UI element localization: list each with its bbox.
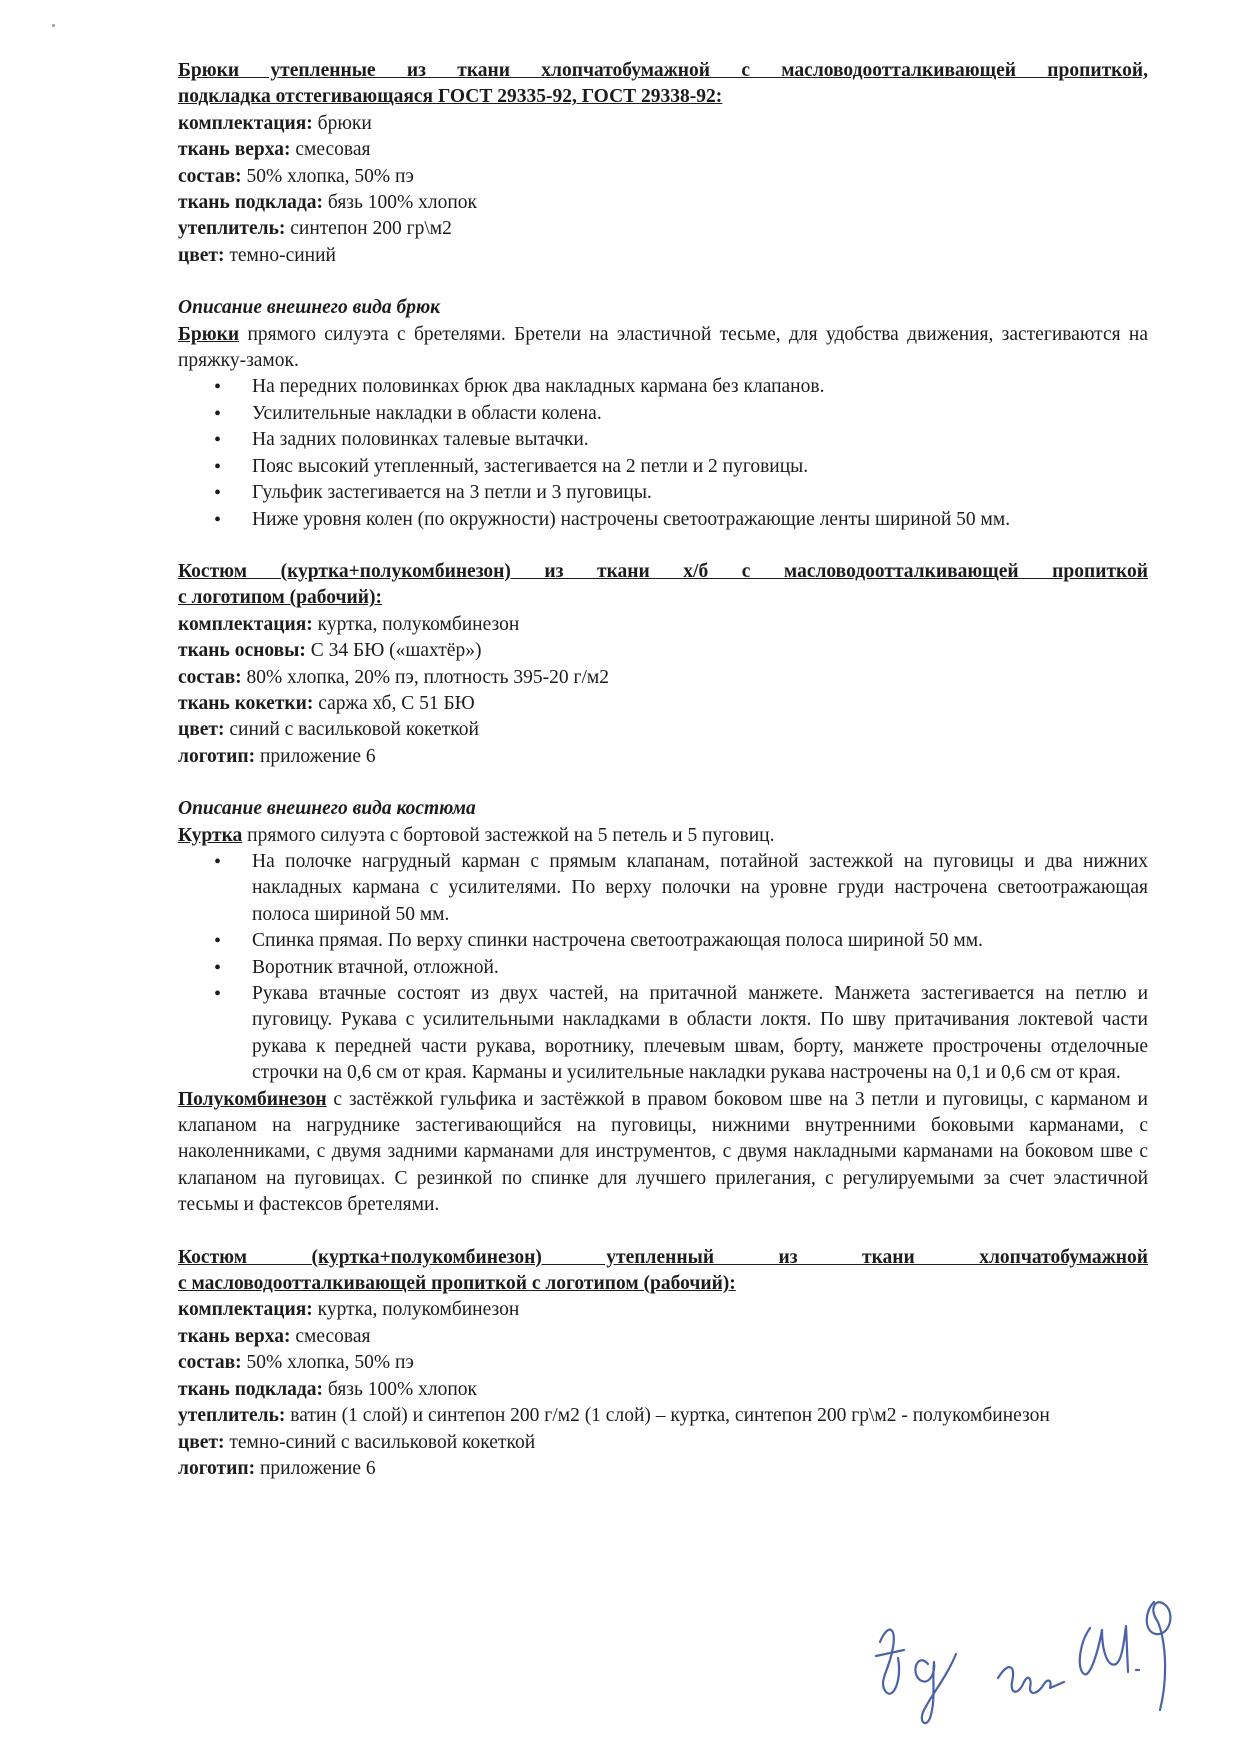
list-item: • Усилительные накладки в области колена.: [252, 401, 1148, 427]
section2-jacket-intro: [178, 823, 1148, 849]
spec-row: [178, 1324, 1148, 1350]
spec-key: утеплитель:: [178, 218, 286, 240]
spec-key: ткань подклада:: [178, 192, 324, 214]
spec-value: куртка, полукомбинезон: [312, 1299, 520, 1321]
spec-value: синий с васильковой кокеткой: [224, 719, 479, 741]
spec-key: цвет:: [178, 1431, 225, 1453]
spec-value: темно-синий с васильковой кокеткой: [224, 1431, 536, 1453]
spec-key: ткань верха:: [178, 1325, 291, 1347]
section1-intro: [178, 322, 1148, 375]
spec-key: ткань кокетки:: [178, 692, 314, 714]
spec-value: приложение 6: [255, 1457, 376, 1479]
spec-row: [178, 1297, 1148, 1323]
spec-value: бязь 100% хлопок: [323, 1378, 478, 1400]
spec-row: [178, 137, 1148, 163]
spec-key: ткань подклада:: [178, 1378, 324, 1400]
spec-value: смесовая: [290, 139, 371, 161]
spec-key: цвет:: [178, 719, 225, 741]
spec-row: [178, 691, 1148, 717]
spec-value: саржа хб, С 51 БЮ: [313, 692, 475, 714]
spec-value: С 34 БЮ («шахтёр»): [305, 640, 482, 662]
section2-title-line1: Костюм (куртка+полукомбинезон) из ткани х/б с масловодоотталкивающей пропиткой: [178, 560, 1148, 582]
spec-row: [178, 111, 1148, 137]
signature-stroke: [880, 1630, 899, 1694]
spec-value: смесовая: [290, 1325, 371, 1347]
signature-stroke: [915, 1654, 956, 1723]
spacer: [178, 1219, 1148, 1245]
scan-dot: [52, 24, 55, 27]
spec-row: [178, 744, 1148, 770]
spec-value: куртка, полукомбинезон: [312, 613, 520, 635]
jacket-lead: Куртка: [178, 824, 243, 846]
section1-title-line2: подкладка отстегивающаяся ГОСТ 29335-92, ГОСТ 29338-92:: [178, 86, 723, 108]
handwritten-signature: [858, 1582, 1188, 1732]
section1-title-line1: Брюки утепленные из ткани хлопчатобумажной с масловодоотталкивающей пропиткой,: [178, 60, 1148, 81]
spec-row: [178, 190, 1148, 216]
section2-title-line2: с логотипом (рабочий):: [178, 587, 382, 609]
spec-row: [178, 1350, 1148, 1376]
spec-row: [178, 1403, 1148, 1429]
section1-specs: [178, 111, 1148, 269]
spec-row: [178, 717, 1148, 743]
spec-key: утеплитель:: [178, 1405, 286, 1427]
spec-key: логотип:: [178, 745, 256, 767]
spec-value: 50% хлопка, 50% пэ: [241, 165, 414, 187]
section1-title: [178, 58, 1148, 111]
spec-value: приложение 6: [255, 745, 376, 767]
spec-key: логотип:: [178, 1457, 256, 1479]
list-item: • Ниже уровня колен (по окружности) настрочены светоотражающие ленты шириной 50 мм.: [252, 507, 1148, 533]
spec-row: [178, 665, 1148, 691]
list-item: • На полочке нагрудный карман с прямым клапанам, потайной застежкой на пуговицы и два нижних накладных кармана с усилителями. По верху полочки на уровне груди настрочена светоотражающая полоса шириной 50 мм.: [252, 849, 1148, 928]
section2-bullet-list: [178, 849, 1148, 1087]
spec-value: 50% хлопка, 50% пэ: [241, 1352, 414, 1374]
intro-lead: Брюки: [178, 323, 240, 345]
signature-stroke: [998, 1667, 1064, 1693]
spec-row: [178, 243, 1148, 269]
spec-key: состав:: [178, 666, 242, 688]
spec-key: состав:: [178, 165, 242, 187]
section2-overall-paragraph: [178, 1087, 1148, 1219]
spec-row: [178, 612, 1148, 638]
signature-stroke: [1080, 1626, 1128, 1674]
spec-row: [178, 1456, 1148, 1482]
section3-title-line2: с масловодоотталкивающей пропиткой с логотипом (рабочий):: [178, 1273, 736, 1295]
signature-stroke: [1147, 1602, 1171, 1710]
intro-text: прямого силуэта с бретелями. Бретели на эластичной тесьме, для удобства движения, застегиваются на пряжку-замок.: [178, 323, 1148, 372]
spec-value: ватин (1 слой) и синтепон 200 г/м2 (1 слой) – куртка, синтепон 200 гр\м2 - полукомбинезон: [285, 1405, 1050, 1427]
spacer: [178, 533, 1148, 559]
section3-title-line1: Костюм (куртка+полукомбинезон) утепленный из ткани хлопчатобумажной: [178, 1246, 1148, 1268]
list-item: • Пояс высокий утепленный, застегивается на 2 петли и 2 пуговицы.: [252, 454, 1148, 480]
list-item: • Рукава втачные состоят из двух частей, на притачной манжете. Манжета застегивается на петлю и пуговицу. Рукава с усилительными накладками в области локтя. По шву притачивания локтевой части рукава к передней части рукава, воротнику, плечевым швам, борту, манжете простpочены отделочные строчки на 0,6 см от края. Карманы и усилительные накладки рукава настрочены на 0,1 и 0,6 см от края.: [252, 981, 1148, 1087]
document-body: [178, 58, 1148, 1482]
section3-specs: [178, 1297, 1148, 1482]
spec-value: синтепон 200 гр\м2: [285, 218, 452, 240]
spec-value: бязь 100% хлопок: [323, 192, 478, 214]
overall-lead: Полукомбинезон: [178, 1088, 327, 1110]
spec-row: [178, 216, 1148, 242]
spec-row: [178, 1377, 1148, 1403]
signature-stroke: [876, 1650, 904, 1656]
list-item: • На передних половинках брюк два накладных кармана без клапанов.: [252, 374, 1148, 400]
section2-description-heading: Описание внешнего вида костюма: [178, 798, 476, 820]
list-item: • Гульфик застегивается на 3 петли и 3 пуговицы.: [252, 480, 1148, 506]
section3-title: [178, 1245, 1148, 1298]
spec-key: состав:: [178, 1352, 242, 1374]
spec-key: комплектация:: [178, 1299, 313, 1321]
spec-value: 80% хлопка, 20% пэ, плотность 395-20 г/м2: [241, 666, 609, 688]
spec-key: ткань основы:: [178, 640, 306, 662]
spec-value: темно-синий: [224, 244, 336, 266]
spec-value: брюки: [312, 112, 372, 134]
list-item: • Воротник втачной, отложной.: [252, 955, 1148, 981]
list-item: • На задних половинках талевые вытачки.: [252, 427, 1148, 453]
spec-key: цвет:: [178, 244, 225, 266]
spec-key: комплектация:: [178, 613, 313, 635]
spec-row: [178, 638, 1148, 664]
section2-specs: [178, 612, 1148, 770]
spec-row: [178, 164, 1148, 190]
jacket-text: прямого силуэта с бортовой застежкой на 5 петель и 5 пуговиц.: [242, 824, 775, 846]
section2-title: [178, 559, 1148, 612]
spec-key: комплектация:: [178, 112, 313, 134]
spec-key: ткань верха:: [178, 139, 291, 161]
section1-bullet-list: [178, 374, 1148, 532]
section1-description-heading: Описание внешнего вида брюк: [178, 297, 441, 319]
list-item: • Спинка прямая. По верху спинки настрочена светоотражающая полоса шириной 50 мм.: [252, 928, 1148, 954]
spec-row: [178, 1430, 1148, 1456]
overall-text: с застёжкой гульфика и застёжкой в правом боковом шве на 3 петли и пуговицы, с карманом и клапаном на нагруднике застегивающийся на пуговицы, нижними внутренними боковыми карманами, с наколенниками, с двумя задними карманами для инструментов, с двумя накладными карманами на боковом шве с клапаном на пуговицах. С резинкой по спинке для лучшего прилегания, с регулируемыми за счет эластичной тесьмы и фастексов бретелями.: [178, 1088, 1148, 1216]
